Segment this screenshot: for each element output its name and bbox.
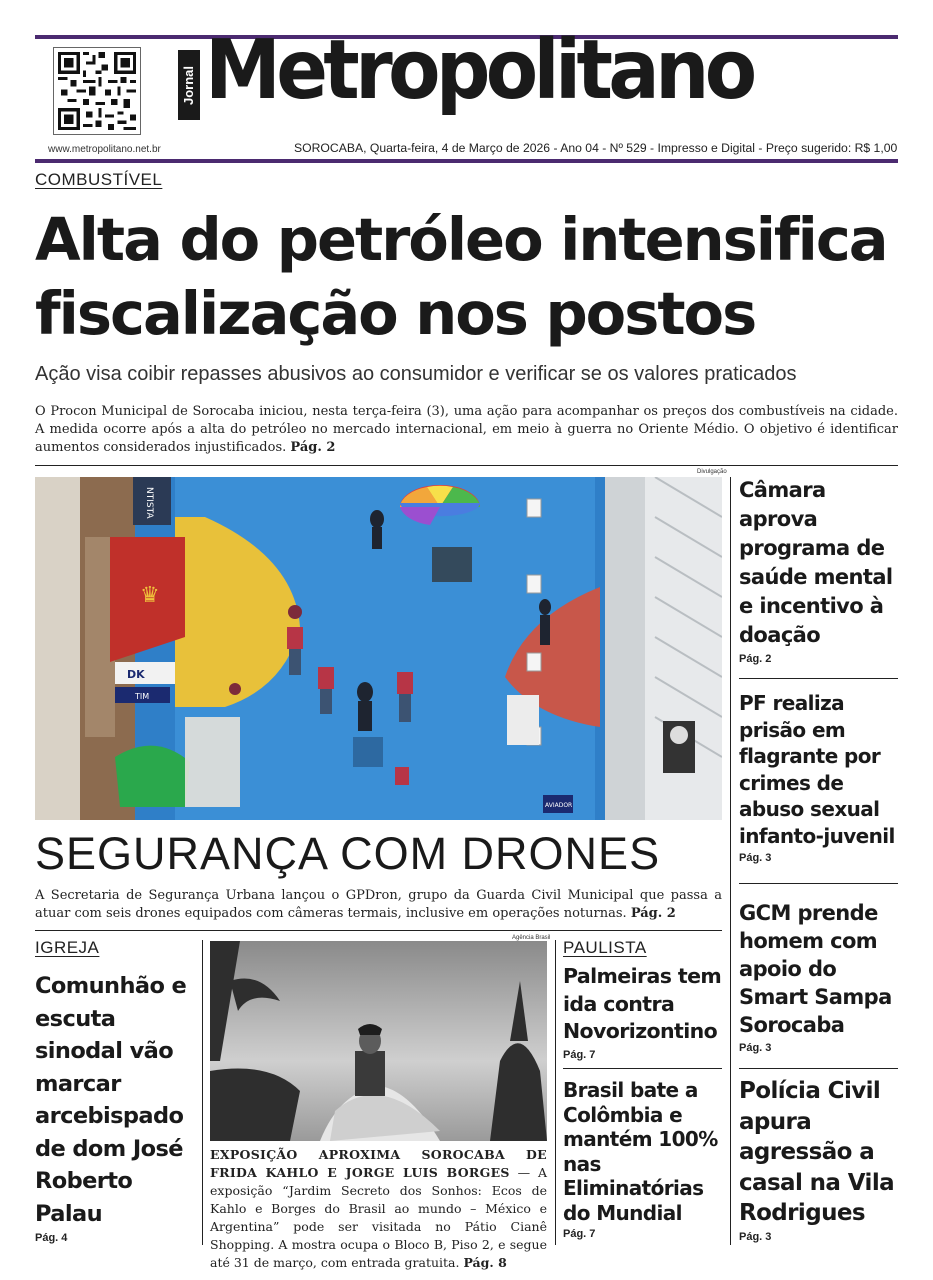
sports-section-tag: PAULISTA: [563, 938, 647, 957]
sidebar-divider-3: [739, 1068, 898, 1069]
sidebar-story-2-page-ref: Pág. 3: [739, 851, 772, 864]
exhibition-caption: [210, 1146, 547, 1272]
lead-headline[interactable]: [35, 203, 915, 351]
sports-divider: [563, 1068, 722, 1069]
tim-sign-text: TIM: [135, 692, 150, 701]
sidebar-story-3-page-ref: Pág. 3: [739, 1042, 772, 1054]
sidebar-story-1-page-ref: Pág. 2: [739, 653, 772, 665]
sports-story-1[interactable]: [563, 963, 728, 1061]
sidebar-story-4[interactable]: [739, 1076, 904, 1243]
lead-headline-line-1: Alta do petróleo intensifica: [35, 205, 887, 274]
drone-feature-text: A Secretaria de Segurança Urbana lançou o GPDron, grupo da Guarda Civil Municipal que passa a atuar com seis drones equipados com câmeras termais, inclusive em operações noturnas.: [35, 888, 722, 921]
drone-feature-title[interactable]: SEGURANÇA COM DRONES: [35, 828, 661, 879]
dateline: SOROCABA, Quarta-feira, 4 de Março de 2026 - Ano 04 - Nº 529 - Impresso e Digital - Preço sugerido: R$ 1,00: [294, 141, 898, 155]
sidebar-story-2-headline: PF realiza prisão em flagrante por crimes de abuso sexual infanto-juvenil: [739, 691, 895, 848]
sports-story-1-page-ref: Pág. 7: [563, 1048, 596, 1061]
church-page-ref: Pág. 4: [35, 1232, 68, 1244]
sidebar-story-4-page-ref: Pág. 3: [739, 1230, 772, 1243]
sidebar-story-3-headline: GCM prende homem com apoio do Smart Sampa Sorocaba: [739, 901, 892, 1037]
church-column-rule: [202, 940, 203, 1245]
sports-story-2-headline: Brasil bate a Colômbia e mantém 100% nas Eliminatórias do Mundial: [563, 1078, 718, 1225]
drone-feature-body: [35, 887, 722, 923]
svg-text:♛: ♛: [140, 583, 160, 608]
jornal-label: Jornal: [178, 50, 200, 120]
sidebar-story-3[interactable]: [739, 899, 904, 1054]
sidebar-story-1[interactable]: [739, 476, 904, 665]
lead-headline-line-2: fiscalização nos postos: [35, 279, 756, 348]
dk-sign-text: DK: [127, 668, 145, 681]
sports-column-rule: [555, 940, 556, 1245]
sidebar-story-2[interactable]: [739, 690, 904, 864]
store-sign-text: NTISTA: [144, 487, 154, 519]
exhibition-page-ref[interactable]: Pág. 8: [463, 1255, 507, 1270]
drone-photo[interactable]: [35, 477, 722, 820]
exhibition-photo-credit: Agência Brasil: [512, 935, 551, 941]
drone-page-ref[interactable]: Pág. 2: [630, 906, 676, 921]
lead-section-tag: COMBUSTÍVEL: [35, 170, 163, 189]
website-url[interactable]: www.metropolitano.net.br: [48, 144, 161, 155]
sports-story-2[interactable]: [563, 1078, 728, 1240]
lead-body-text: O Procon Municipal de Sorocaba iniciou, nesta terça-feira (3), uma ação para acompanhar os preços dos combustíveis na cidade. A medida ocorre após a alta do petróleo no mercado internacional, em meio à guerra no Oriente Médio. O objetivo é identificar aumentos considerados injustificados.: [35, 404, 898, 455]
sports-story-2-page-ref: Pág. 7: [563, 1228, 596, 1240]
church-story[interactable]: [35, 970, 203, 1244]
qr-code-icon: [53, 47, 141, 135]
sidebar-divider-1: [739, 678, 898, 679]
sidebar-story-1-headline: Câmara aprova programa de saúde mental e incentivo à doação: [739, 478, 893, 647]
lead-divider: [35, 465, 898, 466]
sidebar-divider-2: [739, 883, 898, 884]
aviador-sign-text: AVIADOR: [545, 802, 573, 809]
church-headline: Comunhão e escuta sinodal vão marcar arcebispado de dom José Roberto Palau: [35, 973, 187, 1227]
church-section-tag: IGREJA: [35, 938, 100, 957]
masthead-title: Metropolitano: [205, 23, 753, 118]
exhibition-caption-body: — A exposição “Jardim Secreto dos Sonhos: Ecos de Kahlo e Borges do Brasil ao mundo – México e Argentina” pode ser visitada no Pátio Cianê Shopping. A mostra ocupa o Bloco B, Piso 2, e segue até 31 de março, com entrada gratuita.: [210, 1165, 547, 1270]
lead-body: [35, 403, 898, 457]
drone-divider: [35, 930, 722, 931]
drone-photo-credit: Divulgação: [697, 469, 727, 475]
sidebar-story-4-headline: Polícia Civil apura agressão a casal na Vila Rodrigues: [739, 1078, 895, 1226]
exhibition-caption-lead[interactable]: EXPOSIÇÃO APROXIMA SOROCABA DE FRIDA KAHLO E JORGE LUIS BORGES: [210, 1147, 547, 1180]
exhibition-photo[interactable]: [210, 941, 547, 1141]
lead-subhead: Ação visa coibir repasses abusivos ao consumidor e verificar se os valores praticados: [35, 363, 797, 385]
masthead-bottom-rule: [35, 159, 898, 163]
sidebar-rule: [730, 477, 731, 1245]
sports-story-1-headline: Palmeiras tem ida contra Novorizontino: [563, 964, 722, 1043]
lead-page-ref[interactable]: Pág. 2: [290, 440, 336, 455]
